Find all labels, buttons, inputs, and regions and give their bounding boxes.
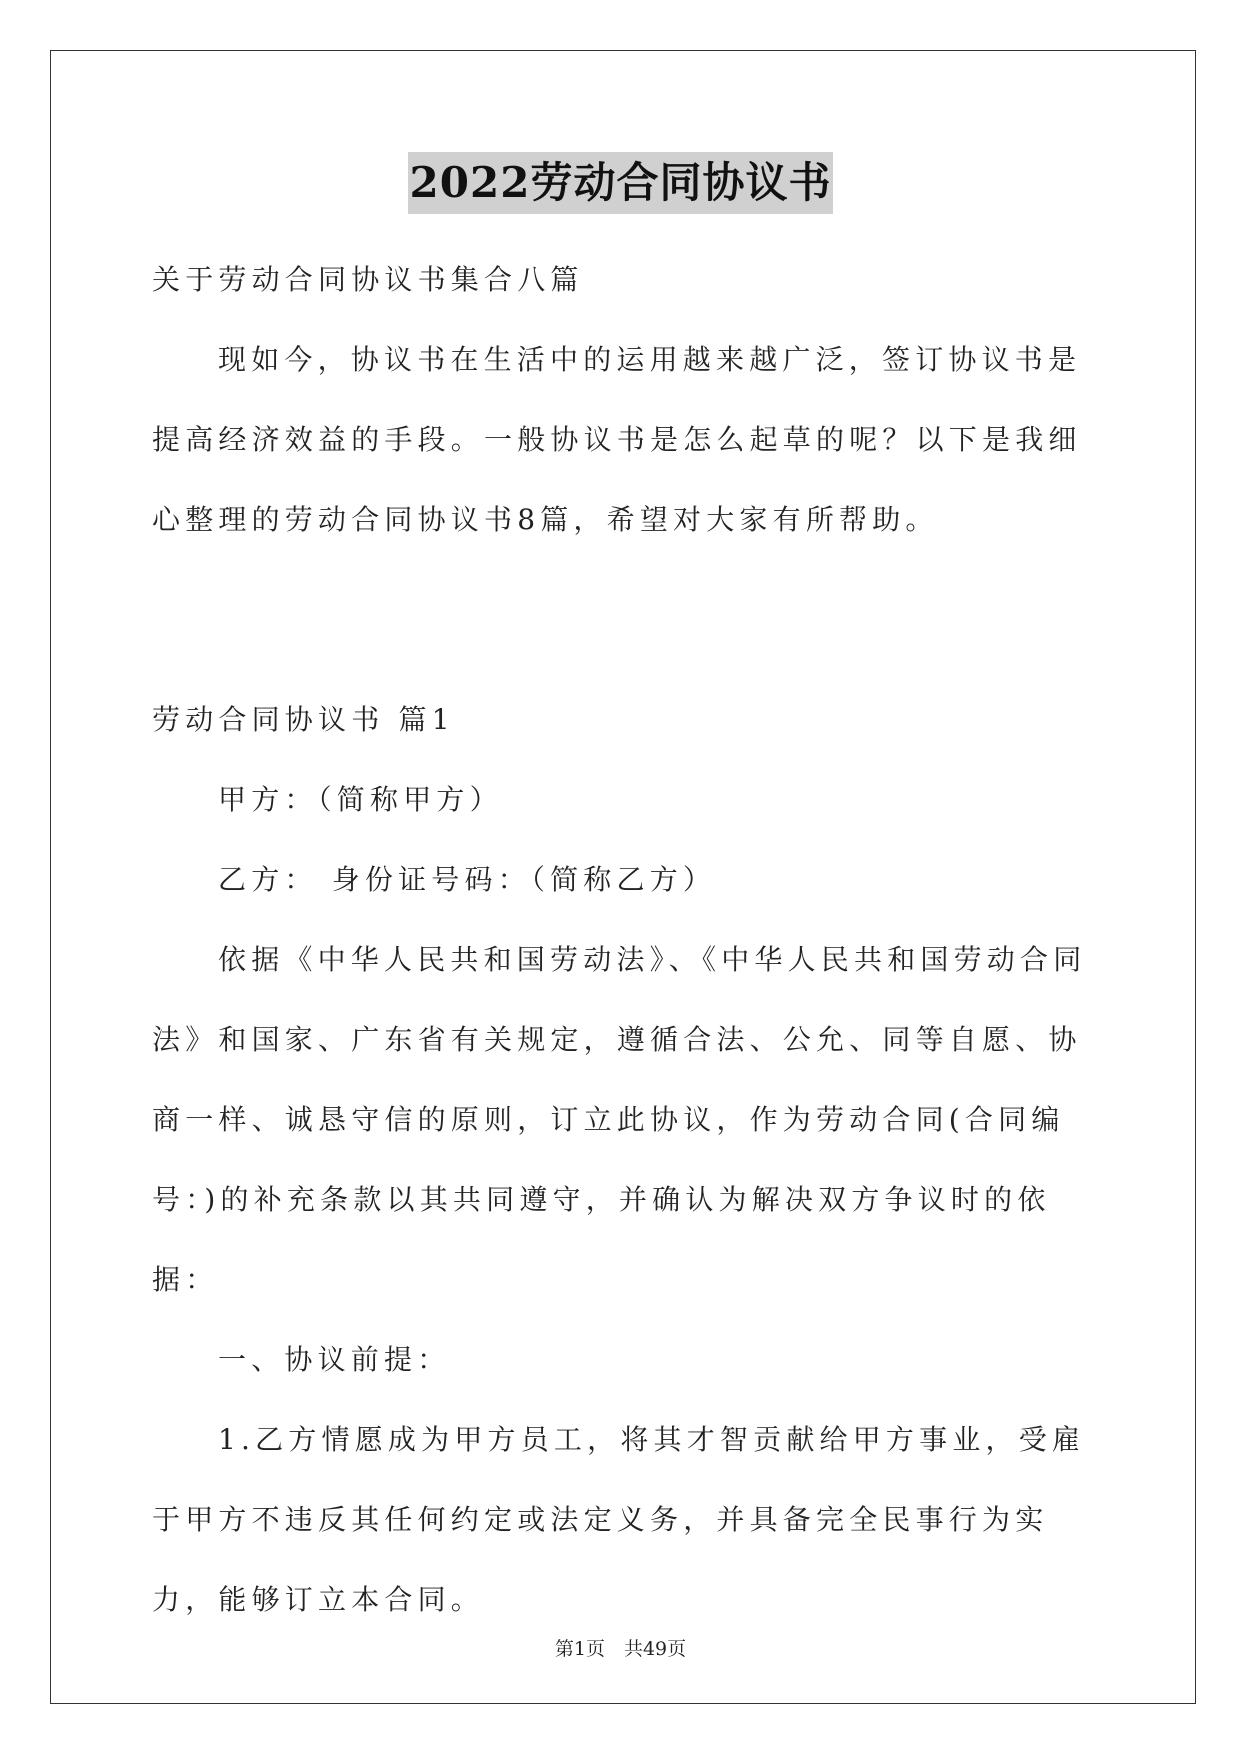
intro-paragraph: 现如今，协议书在生活中的运用越来越广泛，签订协议书是提高经济效益的手段。一般协议书是怎么起草的呢？以下是我细心整理的劳动合同协议书8篇，希望对大家有所帮助。 bbox=[152, 343, 1082, 536]
party-b-line: 乙方： 身份证号码：（简称乙方） bbox=[218, 863, 717, 896]
page-number-footer: 第1页 共49页 bbox=[554, 1638, 687, 1660]
party-a-line: 甲方：（简称甲方） bbox=[218, 783, 503, 816]
document-title: 2022劳动合同协议书 bbox=[408, 152, 834, 214]
section-heading: 劳动合同协议书 篇1 bbox=[152, 703, 455, 736]
basis-paragraph: 依据《中华人民共和国劳动法》、《中华人民共和国劳动合同法》和国家、广东省有关规定，遵循合法、公允、同等自愿、协商一样、诚恳守信的原则，订立此协议，作为劳动合同(合同编号：)的补充条款以其共同遵守，并确认为解决双方争议时的依据： bbox=[152, 943, 1087, 1296]
clause-1-paragraph: 1.乙方情愿成为甲方员工，将其才智贡献给甲方事业，受雇于甲方不违反其任何约定或法定义务，并具备完全民事行为实力，能够订立本合同。 bbox=[152, 1423, 1086, 1616]
document-body bbox=[152, 240, 1092, 1640]
title-container bbox=[0, 152, 1241, 214]
document-subtitle: 关于劳动合同协议书集合八篇 bbox=[152, 263, 584, 296]
clause-heading: 一、协议前提： bbox=[218, 1343, 451, 1376]
section-gap bbox=[152, 560, 1092, 680]
